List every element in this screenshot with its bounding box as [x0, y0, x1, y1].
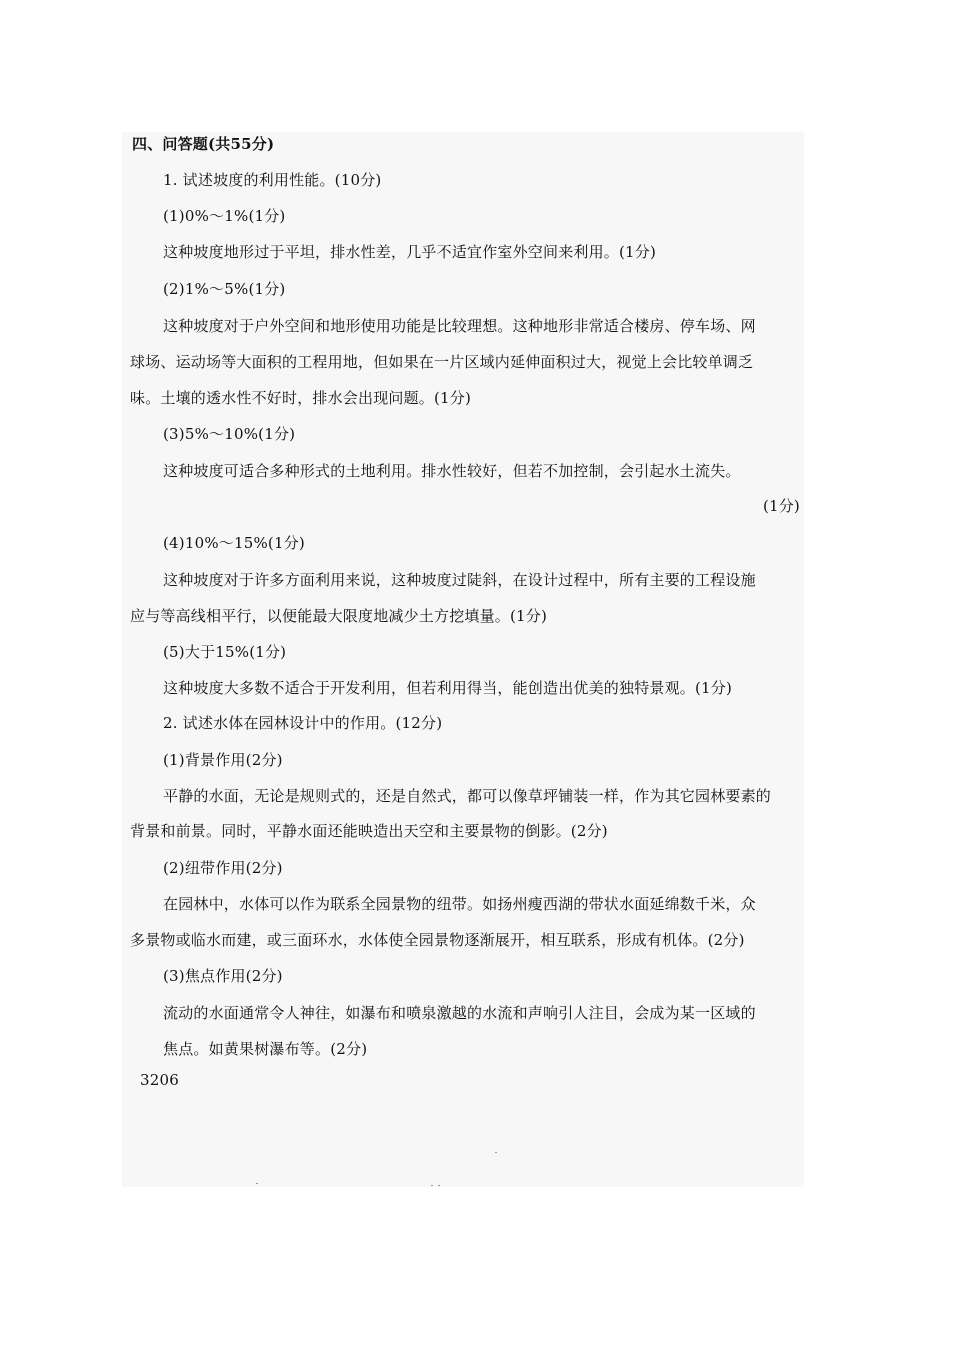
q1-item-3-heading: (3)5%～10%(1分): [163, 425, 296, 443]
question-1-title: 1. 试述坡度的利用性能。(10分): [163, 171, 382, 189]
scan-speck: [495, 1152, 497, 1153]
q2-item-1-text-line-1: 平静的水面，无论是规则式的，还是自然式，都可以像草坪铺装一样，作为其它园林要素的: [163, 787, 772, 805]
q2-item-3-heading: (3)焦点作用(2分): [163, 967, 283, 985]
q1-item-1-heading: (1)0%～1%(1分): [163, 207, 286, 225]
scan-speck: [431, 1185, 433, 1186]
section-title: 四、问答题(共55分): [132, 135, 275, 153]
q1-item-5-text: 这种坡度大多数不适合于开发利用，但若利用得当，能创造出优美的独特景观。(1分): [163, 679, 733, 697]
q1-item-2-heading: (2)1%～5%(1分): [163, 280, 286, 298]
q2-item-2-heading: (2)纽带作用(2分): [163, 859, 283, 877]
q1-item-5-heading: (5)大于15%(1分): [163, 643, 287, 661]
q1-item-3-score: (1分): [762, 497, 800, 515]
q1-item-2-text-line-1: 这种坡度对于户外空间和地形使用功能是比较理想。这种地形非常适合楼房、停车场、网: [163, 317, 756, 335]
page-number: 3206: [140, 1071, 179, 1089]
q1-item-4-heading: (4)10%～15%(1分): [163, 534, 305, 552]
q1-item-1-text: 这种坡度地形过于平坦，排水性差，几乎不适宜作室外空间来利用。(1分): [163, 243, 657, 261]
question-2-title: 2. 试述水体在园林设计中的作用。(12分): [163, 714, 443, 732]
q2-item-1-heading: (1)背景作用(2分): [163, 751, 283, 769]
q2-item-3-text-line-1: 流动的水面通常令人神往，如瀑布和喷泉激越的水流和声响引人注目，会成为某一区域的: [163, 1004, 756, 1022]
q2-item-1-text-line-2: 背景和前景。同时，平静水面还能映造出天空和主要景物的倒影。(2分): [130, 822, 608, 840]
q1-item-3-text-line-1: 这种坡度可适合多种形式的土地利用。排水性较好，但若不加控制，会引起水土流失。: [163, 462, 741, 480]
q1-item-4-text-line-1: 这种坡度对于许多方面利用来说，这种坡度过陡斜，在设计过程中，所有主要的工程设施: [163, 571, 756, 589]
q1-item-2-text-line-3: 味。土壤的透水性不好时，排水会出现问题。(1分): [130, 389, 472, 407]
q2-item-3-text-line-2: 焦点。如黄果树瀑布等。(2分): [163, 1040, 368, 1058]
q2-item-2-text-line-1: 在园林中，水体可以作为联系全园景物的纽带。如扬州瘦西湖的带状水面延绵数千米，众: [163, 895, 756, 913]
q1-item-4-text-line-2: 应与等高线相平行，以便能最大限度地减少土方挖填量。(1分): [130, 607, 548, 625]
scan-speck: [438, 1185, 440, 1186]
q1-item-2-text-line-2: 球场、运动场等大面积的工程用地，但如果在一片区域内延伸面积过大，视觉上会比较单调乏: [130, 353, 754, 371]
q2-item-2-text-line-2: 多景物或临水而建，或三面环水，水体使全园景物逐渐展开，相互联系，形成有机体。(2分): [130, 931, 745, 949]
scan-speck: [256, 1183, 258, 1184]
